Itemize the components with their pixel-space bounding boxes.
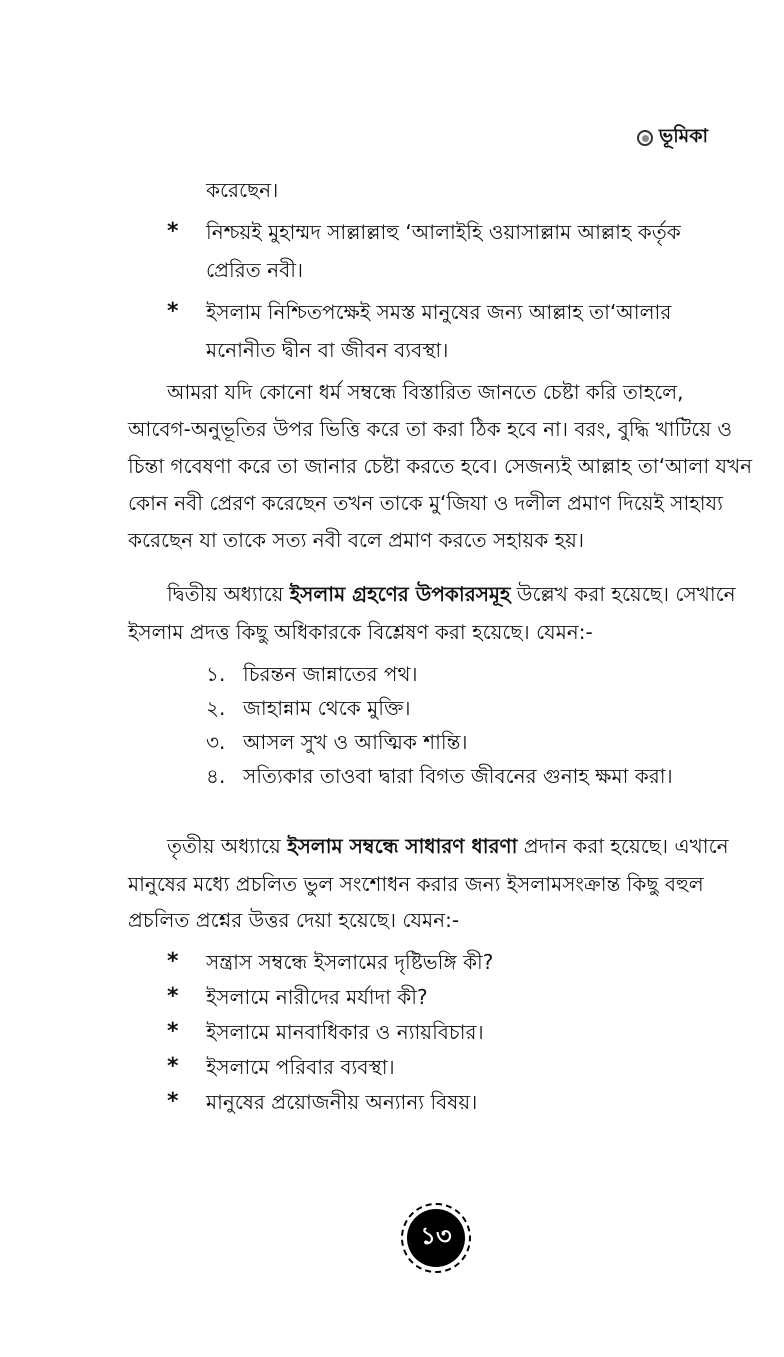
text-run: তৃতীয় অধ্যায়ে [167,834,288,858]
bullet-item-line: ইসলাম নিশ্চিতপক্ষেই সমস্ত মানুষের জন্য আল্লাহ তা‘আলার [206,300,672,324]
bullet-item-line: নিশ্চয়ই মুহাম্মদ সাল্লাল্লাহু ‘আলাইহি ওয়াসাল্লাম আল্লাহ কর্তৃক [206,220,681,244]
list-number: ৩. [206,730,226,754]
paragraph-line: চিন্তা গবেষণা করে তা জানার চেষ্টা করতে হবে। সেজন্যই আল্লাহ তা‘আলা যখন [128,454,753,478]
continued-line: করেছেন। [206,178,279,202]
numbered-item: আসল সুখ ও আত্মিক শান্তি। [243,730,468,754]
bullet-item: ইসলামে মানবাধিকার ও ন্যায়বিচার। [206,1020,484,1044]
section-title: ভূমিকা [659,125,708,147]
text-run: দ্বিতীয় অধ্যায়ে [167,582,290,606]
page-number: ১৩ [407,1209,465,1267]
paragraph-line: আবেগ-অনুভূতির উপর ভিত্তি করে তা করা ঠিক হবে না। বরং, বুদ্ধি খাটিয়ে ও [128,417,733,441]
target-circle-icon [637,130,653,146]
bullet-item: মানুষের প্রয়োজনীয় অন্যান্য বিষয়। [206,1090,478,1114]
numbered-item: চিরন্তন জান্নাতের পথ। [243,662,418,686]
bullet-marker: * [167,1019,179,1044]
bullet-item-line: প্রেরিত নবী। [206,258,304,282]
paragraph-line: মানুষের মধ্যে প্রচলিত ভুল সংশোধন করার জন্য ইসলামসংক্রান্ত কিছু বহুল [128,872,704,896]
paragraph-line: কোন নবী প্রেরণ করেছেন তখন তাকে মু‘জিযা ও দলীল প্রমাণ দিয়েই সাহায্য [128,491,723,515]
bullet-marker: * [167,299,179,324]
text-run: প্রদান করা হয়েছে। এখানে [517,834,729,858]
paragraph-line [167,832,729,860]
running-header [637,122,708,154]
bullet-marker: * [167,984,179,1009]
paragraph-line: প্রচলিত প্রশ্নের উত্তর দেয়া হয়েছে। যেমন:- [128,908,460,932]
paragraph-line: ইসলাম প্রদত্ত কিছু অধিকারকে বিশ্লেষণ করা হয়েছে। যেমন:- [128,620,593,644]
page-number-badge [401,1203,471,1273]
bullet-marker: * [167,1054,179,1079]
paragraph-line: করেছেন যা তাকে সত্য নবী বলে প্রমাণ করতে সহায়ক হয়। [128,528,585,552]
list-number: ২. [206,696,226,720]
bullet-marker: * [167,949,179,974]
bullet-item: ইসলামে পরিবার ব্যবস্থা। [206,1055,395,1079]
paragraph-line [167,580,736,608]
list-number: ১. [206,662,226,686]
bullet-item-line: মনোনীত দ্বীন বা জীবন ব্যবস্থা। [206,338,449,362]
bullet-item: সন্ত্রাস সম্বন্ধে ইসলামের দৃষ্টিভঙ্গি কী? [206,950,494,974]
list-number: ৪. [206,764,226,788]
bold-phrase: ইসলাম সম্বন্ধে সাধারণ ধারণা [287,834,518,858]
bold-phrase: ইসলাম গ্রহণের উপকারসমূহ [289,582,511,606]
bullet-marker: * [167,219,179,244]
text-run: উল্লেখ করা হয়েছে। সেখানে [510,582,736,606]
paragraph-line: আমরা যদি কোনো ধর্ম সম্বন্ধে বিস্তারিত জানতে চেষ্টা করি তাহলে, [167,380,684,404]
bullet-marker: * [167,1089,179,1114]
numbered-item: সত্যিকার তাওবা দ্বারা বিগত জীবনের গুনাহ ক্ষমা করা। [243,764,673,788]
bullet-item: ইসলামে নারীদের মর্যাদা কী? [206,985,428,1009]
numbered-item: জাহান্নাম থেকে মুক্তি। [243,696,411,720]
